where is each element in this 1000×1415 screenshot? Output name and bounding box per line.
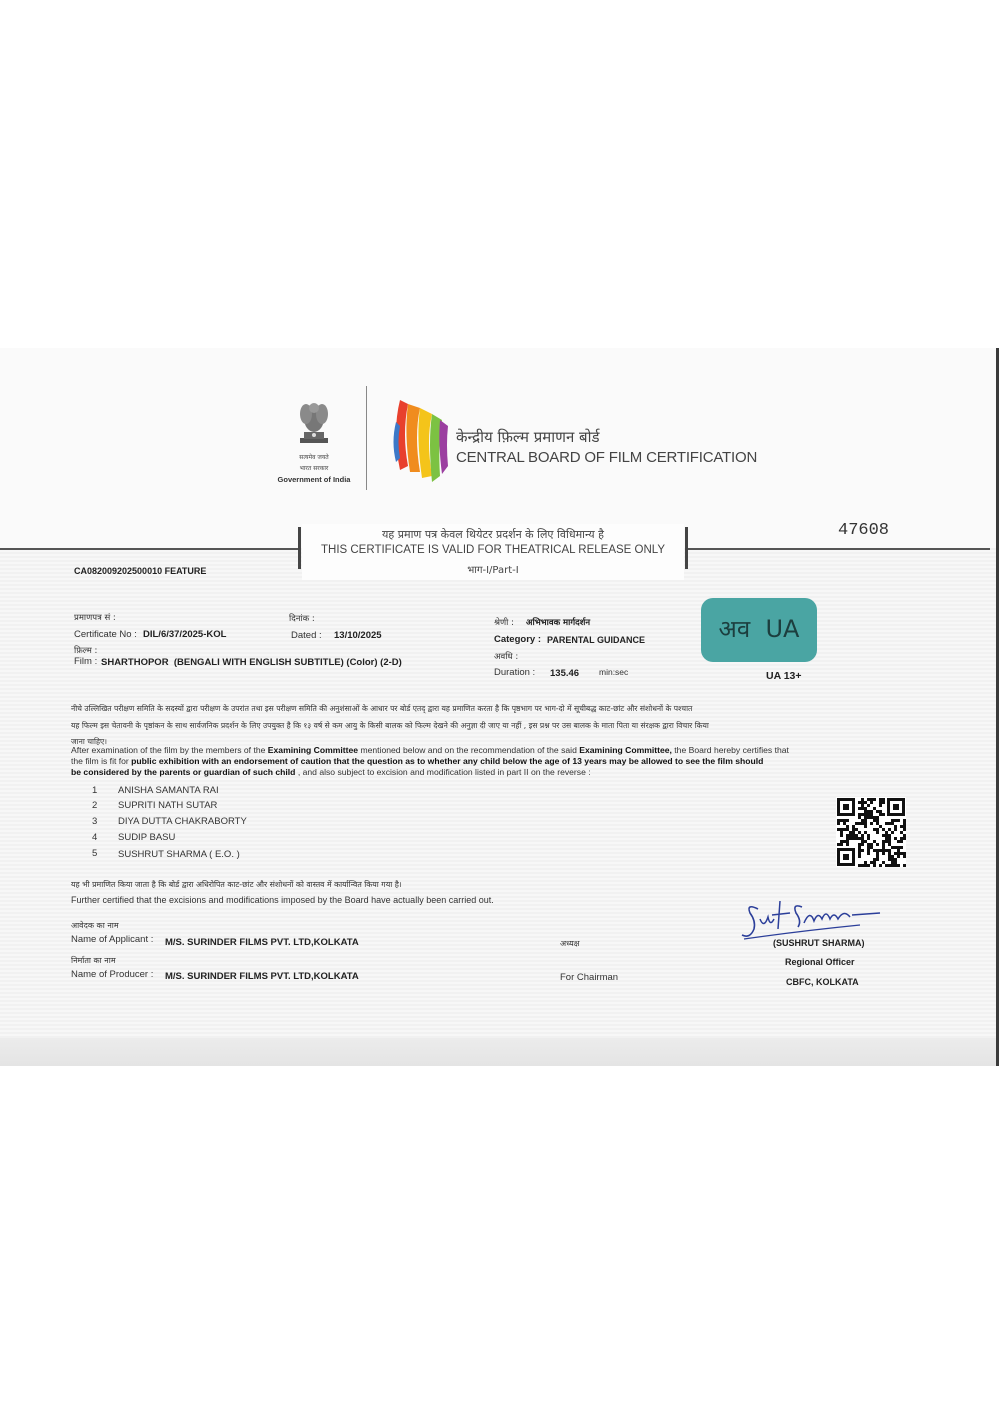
- qr-module: [900, 831, 903, 834]
- qr-module: [864, 813, 867, 816]
- qr-module: [867, 846, 870, 849]
- duration-unit: min:sec: [599, 667, 629, 677]
- qr-module: [867, 834, 870, 837]
- category-value-hindi: अभिभावक मार्गदर्शन: [526, 618, 591, 628]
- date-label: Dated :: [291, 630, 322, 641]
- qr-module: [849, 831, 852, 834]
- signatory-name: (SUSHRUT SHARMA): [773, 938, 865, 948]
- qr-module: [894, 846, 897, 849]
- qr-module: [882, 834, 885, 837]
- qr-module: [900, 852, 903, 855]
- qr-module: [858, 855, 861, 858]
- producer-label-hindi: निर्माता का नाम: [71, 956, 116, 965]
- qr-module: [873, 828, 876, 831]
- qr-module: [888, 855, 891, 858]
- qr-module: [876, 822, 879, 825]
- qr-module: [858, 843, 861, 846]
- qr-module: [864, 810, 867, 813]
- certificate-no-value: DIL/6/37/2025-KOL: [143, 629, 227, 640]
- qr-module: [864, 816, 867, 819]
- statement-en-1b: Examining Committee: [267, 745, 359, 755]
- serial-number: 47608: [838, 521, 890, 540]
- qr-module: [867, 852, 870, 855]
- qr-module: [843, 828, 846, 831]
- qr-module: [882, 861, 885, 864]
- qr-module: [867, 810, 870, 813]
- certificate-footer-shade: [0, 1038, 996, 1066]
- signatory-title: Regional Officer: [785, 957, 855, 967]
- qr-module: [897, 849, 900, 852]
- category-value: PARENTAL GUIDANCE: [547, 635, 646, 645]
- qr-module: [849, 837, 852, 840]
- qr-module: [861, 834, 864, 837]
- qr-module: [858, 846, 861, 849]
- qr-module: [861, 813, 864, 816]
- qr-module: [849, 834, 852, 837]
- qr-module: [858, 849, 861, 852]
- qr-module: [876, 831, 879, 834]
- qr-module: [870, 846, 873, 849]
- qr-module: [876, 828, 879, 831]
- validity-hindi: यह प्रमाण पत्र केवल थियेटर प्रदर्शन के लिए विधिमान्य है: [382, 528, 604, 541]
- duration-label-hindi: अवधि :: [494, 652, 519, 662]
- statement-en-1c: mentioned below and on the recommendation of the said: [358, 745, 580, 755]
- qr-module: [882, 798, 885, 801]
- film-value: SHARTHOPOR (BENGALI WITH ENGLISH SUBTITLE) (Color) (2-D): [101, 657, 402, 668]
- qr-module: [864, 801, 867, 804]
- qr-module: [876, 849, 879, 852]
- qr-module: [855, 828, 858, 831]
- qr-module: [843, 840, 846, 843]
- rating-label: UA 13+: [766, 670, 802, 682]
- qr-module: [858, 816, 861, 819]
- qr-module: [894, 858, 897, 861]
- qr-module: [855, 837, 858, 840]
- qr-module: [879, 864, 882, 867]
- qr-module: [873, 849, 876, 852]
- qr-module: [891, 819, 894, 822]
- qr-module: [879, 810, 882, 813]
- qr-module: [903, 837, 906, 840]
- statement-en-2b: public exhibition with an endorsement of caution that the question as to whether any child below the age of 13 years may be allowed to see the film should: [131, 756, 764, 766]
- emblem-motto: सत्यमेव जयते: [299, 454, 329, 461]
- qr-module: [894, 837, 897, 840]
- qr-module: [846, 828, 849, 831]
- qr-module: [894, 819, 897, 822]
- qr-module: [873, 807, 876, 810]
- qr-module: [837, 843, 840, 846]
- qr-module: [837, 819, 840, 822]
- qr-module: [867, 798, 870, 801]
- film-label-hindi: फ़िल्म :: [74, 646, 98, 656]
- qr-module: [870, 810, 873, 813]
- qr-module: [864, 840, 867, 843]
- qr-module: [855, 822, 858, 825]
- qr-module: [843, 822, 846, 825]
- qr-module: [873, 858, 876, 861]
- qr-module: [903, 834, 906, 837]
- qr-module: [897, 864, 900, 867]
- qr-module: [840, 834, 843, 837]
- qr-module: [900, 837, 903, 840]
- qr-module: [864, 825, 867, 828]
- qr-module: [894, 861, 897, 864]
- validity-bracket-left: [298, 527, 301, 569]
- qr-module: [867, 813, 870, 816]
- qr-module: [864, 819, 867, 822]
- org-name-hindi: केन्द्रीय फ़िल्म प्रमाणन बोर्ड: [456, 428, 600, 446]
- qr-module: [879, 825, 882, 828]
- duration-label: Duration :: [494, 667, 536, 678]
- qr-module: [894, 864, 897, 867]
- qr-module: [861, 822, 864, 825]
- qr-module: [903, 864, 906, 867]
- qr-module: [888, 828, 891, 831]
- qr-module: [885, 822, 888, 825]
- statement-en-1a: After examination of the film by the members of the: [71, 745, 268, 755]
- qr-module: [867, 837, 870, 840]
- qr-module: [867, 843, 870, 846]
- qr-module: [882, 852, 885, 855]
- qr-module: [846, 834, 849, 837]
- qr-module: [903, 828, 906, 831]
- qr-module: [870, 822, 873, 825]
- certificate-no-label: Certificate No :: [74, 629, 137, 640]
- category-label-hindi: श्रेणी :: [494, 618, 514, 628]
- qr-module: [876, 855, 879, 858]
- qr-module: [891, 858, 894, 861]
- qr-module: [858, 807, 861, 810]
- qr-module: [876, 843, 879, 846]
- further-hindi: यह भी प्रमाणित किया जाता है कि बोर्ड द्वारा अधिरोपित काट-छांट और संशोधनों को वास्तव में कार्यान्वित किया गया है।: [71, 880, 402, 889]
- qr-module: [858, 852, 861, 855]
- qr-module: [885, 849, 888, 852]
- qr-module: [846, 843, 849, 846]
- committee-num-4: 4: [92, 832, 98, 843]
- qr-module: [888, 834, 891, 837]
- qr-module: [858, 813, 861, 816]
- qr-module: [888, 864, 891, 867]
- qr-module: [900, 825, 903, 828]
- qr-module: [888, 840, 891, 843]
- statement-hindi-line-2: यह फिल्म इस चेतावनी के पृष्ठांकन के साथ सार्वजनिक प्रदर्शन के लिए उपयुक्त है कि १३ वर्ष से कम आयु के किसी बालक को फिल्म देखने की अनुज्ञा दी जाए या नहीं , इस प्रश्न पर उस बालक के माता पिता या संरक्षक द्वारा विचार किया: [71, 721, 709, 730]
- committee-member-2: SUPRITI NATH SUTAR: [118, 800, 218, 811]
- committee-member-4: SUDIP BASU: [118, 832, 176, 843]
- qr-module: [882, 828, 885, 831]
- qr-module: [873, 861, 876, 864]
- qr-module: [861, 819, 864, 822]
- qr-module: [888, 852, 891, 855]
- validity-part: भाग-I/Part-I: [467, 565, 519, 576]
- qr-module: [867, 864, 870, 867]
- validity-english: THIS CERTIFICATE IS VALID FOR THEATRICAL RELEASE ONLY: [320, 544, 665, 556]
- qr-module: [855, 834, 858, 837]
- qr-module: [852, 831, 855, 834]
- statement-en-3a: be considered by the parents or guardian of such child: [71, 767, 296, 777]
- emblem-hindi-caption: भारत सरकार: [299, 465, 329, 472]
- statement-hindi-line-3: जाना चाहिए।: [71, 737, 108, 746]
- qr-module: [903, 825, 906, 828]
- qr-module: [888, 822, 891, 825]
- qr-module: [903, 822, 906, 825]
- qr-module: [864, 807, 867, 810]
- qr-module: [852, 834, 855, 837]
- qr-module: [864, 864, 867, 867]
- validity-bracket-right: [685, 527, 688, 569]
- qr-module: [870, 816, 873, 819]
- qr-module: [870, 813, 873, 816]
- qr-module: [861, 849, 864, 852]
- qr-module: [891, 864, 894, 867]
- duration-value: 135.46: [550, 668, 580, 679]
- committee-num-5: 5: [92, 848, 98, 859]
- qr-module: [870, 798, 873, 801]
- qr-module: [861, 798, 864, 801]
- qr-module: [846, 819, 849, 822]
- applicant-label: Name of Applicant :: [71, 934, 154, 945]
- qr-module: [858, 831, 861, 834]
- qr-code-icon[interactable]: [836, 797, 906, 867]
- qr-module: [879, 813, 882, 816]
- qr-module: [873, 798, 876, 801]
- qr-module: [876, 816, 879, 819]
- qr-module: [882, 801, 885, 804]
- qr-module: [861, 837, 864, 840]
- qr-module: [882, 849, 885, 852]
- qr-module: [894, 852, 897, 855]
- qr-module: [852, 837, 855, 840]
- qr-module: [891, 861, 894, 864]
- signatory-office: CBFC, KOLKATA: [786, 977, 859, 987]
- handwritten-signature-icon: [740, 895, 885, 943]
- qr-module: [861, 843, 864, 846]
- qr-module: [873, 819, 876, 822]
- qr-module: [864, 831, 867, 834]
- applicant-label-hindi: आवेदक का नाम: [71, 921, 119, 930]
- qr-module: [885, 831, 888, 834]
- qr-module: [885, 864, 888, 867]
- cbfc-logo-icon: [390, 392, 452, 486]
- committee-member-5: SUSHRUT SHARMA ( E.O. ): [118, 849, 240, 860]
- qr-module: [900, 846, 903, 849]
- qr-module: [903, 819, 906, 822]
- qr-module: [897, 846, 900, 849]
- rule-right: [688, 548, 990, 550]
- qr-module: [894, 825, 897, 828]
- qr-module: [861, 801, 864, 804]
- qr-module: [894, 828, 897, 831]
- qr-module: [870, 801, 873, 804]
- qr-module: [885, 840, 888, 843]
- qr-module: [861, 807, 864, 810]
- chairman-english: For Chairman: [560, 972, 619, 983]
- qr-module: [873, 840, 876, 843]
- qr-module: [888, 837, 891, 840]
- qr-module: [885, 834, 888, 837]
- qr-module: [882, 840, 885, 843]
- statement-en-1e: the Board hereby certifies that: [671, 745, 789, 755]
- qr-module: [885, 837, 888, 840]
- category-label: Category :: [494, 634, 541, 645]
- certificate-no-label-hindi: प्रमाणपत्र सं :: [74, 613, 116, 623]
- qr-module: [861, 804, 864, 807]
- qr-module: [837, 822, 840, 825]
- qr-module: [888, 858, 891, 861]
- qr-module: [876, 810, 879, 813]
- qr-module: [840, 843, 843, 846]
- qr-module: [897, 855, 900, 858]
- qr-module: [888, 849, 891, 852]
- rating-badge: अव UA: [701, 598, 817, 662]
- qr-module: [870, 861, 873, 864]
- qr-module: [852, 828, 855, 831]
- committee-member-1: ANISHA SAMANTA RAI: [118, 785, 219, 796]
- qr-module: [903, 852, 906, 855]
- qr-module: [903, 855, 906, 858]
- qr-module: [891, 846, 894, 849]
- producer-label: Name of Producer :: [71, 969, 154, 980]
- statement-en-2a: the film is fit for: [71, 756, 132, 766]
- producer-value: M/S. SURINDER FILMS PVT. LTD,KOLKATA: [165, 971, 359, 982]
- rule-left: [0, 548, 300, 550]
- applicant-value: M/S. SURINDER FILMS PVT. LTD,KOLKATA: [165, 937, 359, 948]
- qr-module: [858, 801, 861, 804]
- qr-module: [861, 864, 864, 867]
- qr-module: [867, 804, 870, 807]
- org-name-english: CENTRAL BOARD OF FILM CERTIFICATION: [456, 449, 758, 466]
- qr-module: [837, 828, 840, 831]
- qr-module: [867, 849, 870, 852]
- film-label: Film :: [74, 656, 98, 667]
- qr-module: [879, 804, 882, 807]
- statement-en-3b: , and also subject to excision and modification listed in part II on the reverse :: [295, 767, 591, 777]
- qr-module: [846, 825, 849, 828]
- reference-code: CA082009202500010 FEATURE: [74, 566, 207, 576]
- qr-module: [858, 864, 861, 867]
- qr-module: [873, 864, 876, 867]
- committee-num-1: 1: [92, 785, 98, 796]
- statement-english-line-3: [71, 767, 591, 778]
- qr-module: [891, 822, 894, 825]
- qr-module: [840, 819, 843, 822]
- qr-module: [882, 843, 885, 846]
- qr-module: [864, 822, 867, 825]
- statement-en-1d: Examining Committee,: [579, 745, 672, 755]
- qr-module: [876, 852, 879, 855]
- qr-module: [897, 852, 900, 855]
- committee-num-2: 2: [92, 800, 98, 811]
- national-emblem-icon: [292, 398, 336, 454]
- qr-module: [840, 828, 843, 831]
- qr-module: [843, 819, 846, 822]
- qr-module: [876, 858, 879, 861]
- qr-module: [879, 801, 882, 804]
- qr-module: [891, 831, 894, 834]
- qr-module: [873, 816, 876, 819]
- qr-module: [879, 798, 882, 801]
- date-value: 13/10/2025: [334, 630, 382, 641]
- qr-module: [846, 840, 849, 843]
- qr-module: [840, 831, 843, 834]
- qr-module: [858, 837, 861, 840]
- further-english: Further certified that the excisions and modifications imposed by the Board have actually been carried out.: [71, 895, 494, 905]
- date-label-hindi: दिनांक :: [289, 614, 315, 624]
- qr-module: [882, 846, 885, 849]
- committee-num-3: 3: [92, 816, 98, 827]
- qr-module: [891, 855, 894, 858]
- qr-module: [876, 819, 879, 822]
- qr-module: [867, 816, 870, 819]
- qr-module: [888, 843, 891, 846]
- header-divider: [366, 386, 367, 490]
- qr-module: [882, 813, 885, 816]
- qr-module: [846, 837, 849, 840]
- qr-module: [897, 819, 900, 822]
- statement-hindi-line-1: नीचे उल्लिखित परीक्षण समिति के सदस्यों द्वारा परीक्षण के उपरांत तथा इस परीक्षण समिति की अनुशंसाओं के आधार पर बोर्ड एतद् द्वारा यह प्रमाणित करता है कि पृष्ठभाग पर भाग-दो में सूचीबद्ध काट-छांट और संशोधनों के पश्चात: [71, 704, 693, 713]
- qr-module: [840, 840, 843, 843]
- qr-module: [870, 843, 873, 846]
- chairman-hindi: अध्यक्ष: [560, 939, 580, 948]
- statement-english-line-1: [71, 745, 789, 756]
- qr-module: [864, 861, 867, 864]
- qr-module: [879, 849, 882, 852]
- qr-module: [852, 825, 855, 828]
- qr-module: [900, 840, 903, 843]
- emblem-caption: Government of India: [277, 475, 351, 484]
- qr-module: [897, 840, 900, 843]
- qr-module: [858, 822, 861, 825]
- qr-module: [861, 840, 864, 843]
- committee-member-3: DIYA DUTTA CHAKRABORTY: [118, 816, 247, 827]
- statement-english-line-2: [71, 756, 763, 767]
